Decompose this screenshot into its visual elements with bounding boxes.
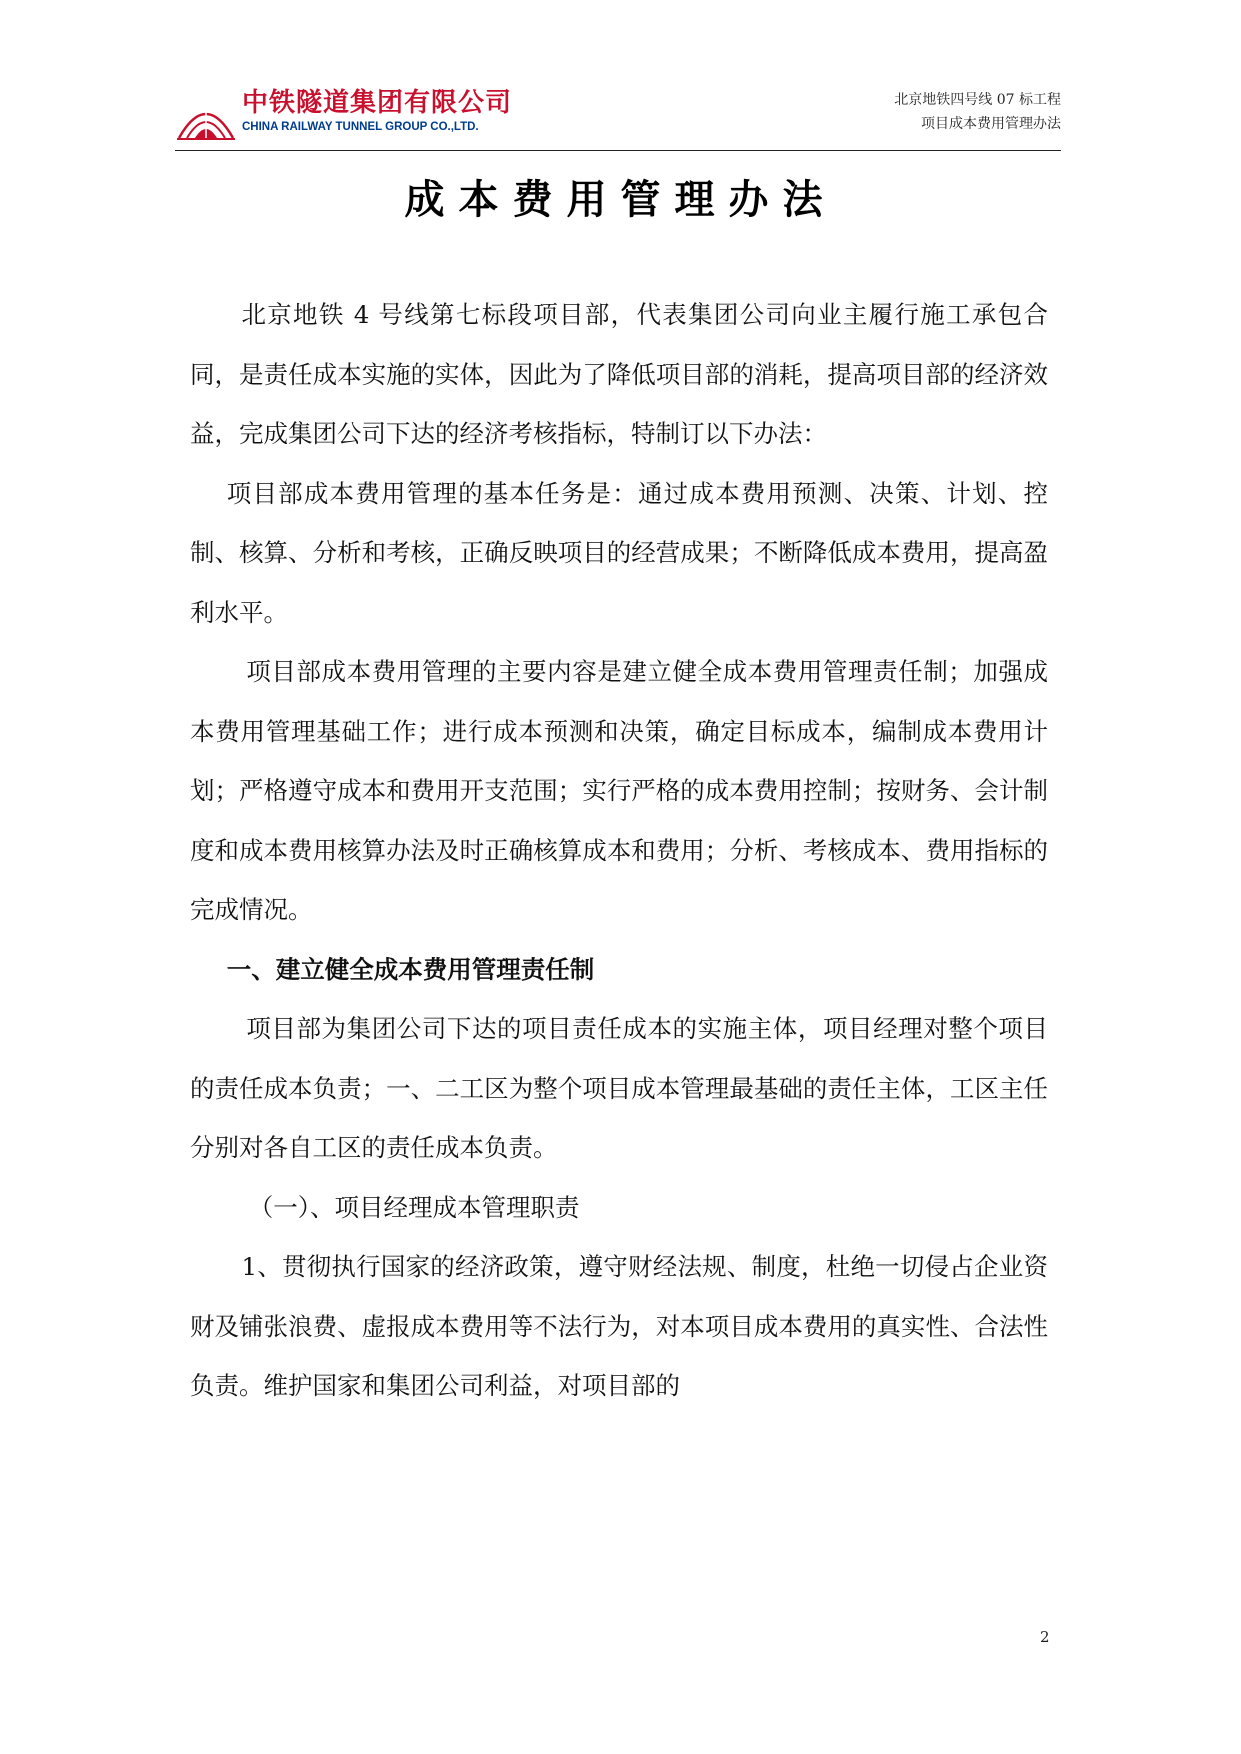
company-logo	[175, 86, 575, 142]
subsection-heading: （一）、项目经理成本管理职责	[248, 1192, 580, 1222]
logo-company-name-cn: 中铁隧道集团有限公司	[242, 88, 513, 118]
paragraph: 项目部成本费用管理的基本任务是：通过成本费用预测、决策、计划、控制、核算、分析和考核，正确反映项目的经营成果；不断降低成本费用，提高盈利水平。	[190, 478, 1048, 627]
section-heading: 一、建立健全成本费用管理责任制	[226, 954, 595, 984]
page-header	[175, 82, 1061, 148]
document-body	[190, 285, 1048, 1416]
paragraph: 北京地铁 4 号线第七标段项目部，代表集团公司向业主履行施工承包合同，是责任成本实施的实体，因此为了降低项目部的消耗，提高项目部的经济效益，完成集团公司下达的经济考核指标，特制订以下办法：	[190, 300, 1048, 448]
page-number: 2	[1040, 1628, 1050, 1646]
header-project-line-1: 北京地铁四号线 07 标工程	[894, 92, 1061, 108]
tunnel-logo-icon	[175, 86, 237, 142]
header-project-info	[894, 88, 1061, 136]
header-project-line-2: 项目成本费用管理办法	[921, 116, 1061, 132]
paragraph: 项目部为集团公司下达的项目责任成本的实施主体，项目经理对整个项目的责任成本负责；一、二工区为整个项目成本管理最基础的责任主体，工区主任分别对各自工区的责任成本负责。	[190, 1014, 1048, 1162]
paragraph: 项目部成本费用管理的主要内容是建立健全成本费用管理责任制；加强成本费用管理基础工作；进行成本预测和决策，确定目标成本，编制成本费用计划；严格遵守成本和费用开支范围；实行严格的成本费用控制；按财务、会计制度和成本费用核算办法及时正确核算成本和费用；分析、考核成本、费用指标的完成情况。	[190, 657, 1048, 924]
header-divider	[175, 150, 1061, 151]
paragraph: 1、贯彻执行国家的经济政策，遵守财经法规、制度，杜绝一切侵占企业资财及铺张浪费、虚报成本费用等不法行为，对本项目成本费用的真实性、合法性负责。维护国家和集团公司利益，对项目部的	[190, 1252, 1048, 1400]
logo-company-name-en: CHINA RAILWAY TUNNEL GROUP CO.,LTD.	[242, 121, 479, 133]
document-title: 成本费用管理办法	[404, 177, 837, 223]
